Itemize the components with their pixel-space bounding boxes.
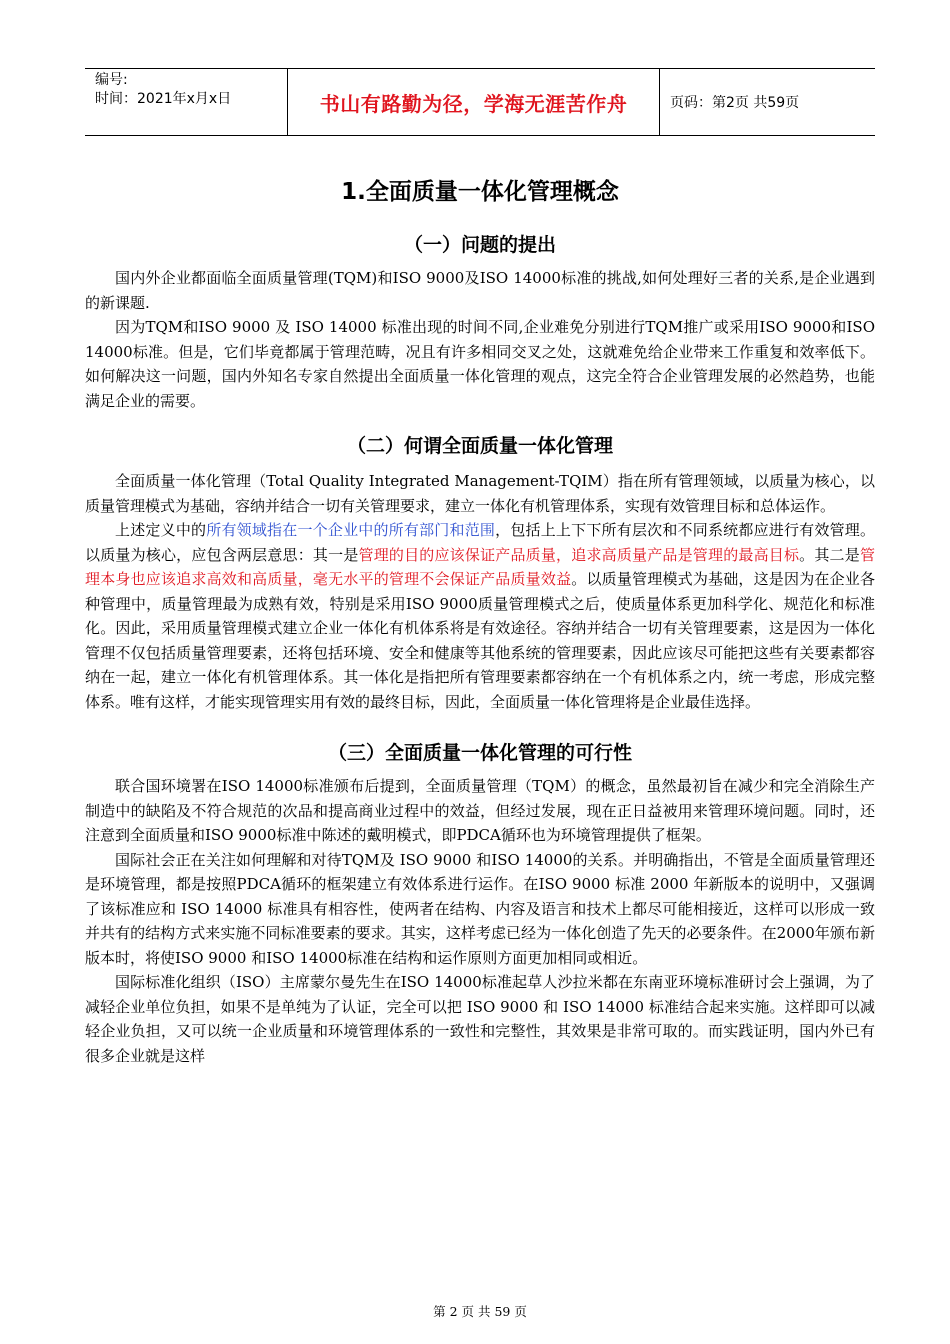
paragraph: 国内外企业都面临全面质量管理(TQM)和ISO 9000及ISO 14000标准的挑战,如何处理好三者的关系,是企业遇到的新课题. — [85, 269, 875, 312]
paragraph: 国际标准化组织（ISO）主席蒙尔曼先生在ISO 14000标准起草人沙拉米都在东南亚环境标准研讨会上强调，为了减轻企业单位负担，如果不是单纯为了认证，完全可以把 ISO 9000 和 ISO 14000 标准结合起来实施。这样即可以减轻企业负担，又可以统一企业质量和环境管理体系的一致性和完整性，其效果是非常可取的。而实践证明，国内外已有很多企业就是这样 — [85, 973, 875, 1065]
section-heading-1: （一）问题的提出 — [403, 234, 556, 256]
text-run: 。以质量管理模式为基础，这是因为在企业各种管理中，质量管理最为成熟有效，特别是采用ISO 9000质量管理模式之后，使质量体系更加科学化、规范化和标准化。因此，采用质量管理模式建立企业一体化有机体系将是有效途径。容纳并结合一切有关管理要素，这是因为一体化管理不仅包括质量管理要素，还将包括环境、安全和健康等其他系统的管理要素，因此应该尽可能把这些有关要素都容纳在一起，建立一体化有机管理体系。其一体化是指把所有管理要素都容纳在一个有机体系之内，统一考虑，形成完整体系。唯有这样，才能实现管理实用有效的最终目标，因此，全面质量一体化管理将是企业最佳选择。 — [85, 570, 875, 711]
section-heading-2: （二）何谓全面质量一体化管理 — [346, 435, 613, 457]
text-run: 上述定义中的 — [115, 521, 207, 539]
highlight-red: 管理的目的应该保证产品质量，追求高质量产品是管理的最高目标 — [358, 545, 800, 564]
highlight-red: 管理本身也应该追求高效和高质量，毫无水平的管理不会保证产品质量效益 — [85, 545, 875, 588]
page-header — [85, 68, 875, 136]
paragraph: 国际社会正在关注如何理解和对待TQM及 ISO 9000 和ISO 14000的关系。并明确指出，不管是全面质量管理还是环境管理，都是按照PDCA循环的框架建立有效体系进行运作。在ISO 9000 标准 2000 年新版本的说明中，又强调了该标准应和 ISO 14000 标准具有相容性，使两者在结构、内容及语言和技术上都尽可能相接近，这样可以形成一致并共有的结构方式来实施不同标准要素的要求。其实，这样考虑已经为一体化创造了先天的必要条件。在2000年颁布新版本时，将使ISO 9000 和ISO 14000标准在结构和运作原则方面更加相同或相近。 — [85, 850, 875, 967]
text-run: ，包括上上下下所有层次和不同系统都应进行有效管理。以质量为核心，应包含两层意思：其一是 — [85, 521, 875, 564]
document-body — [85, 172, 875, 1068]
text-run: 。其二是 — [799, 545, 860, 564]
section-heading-3: （三）全面质量一体化管理的可行性 — [327, 742, 632, 764]
paragraph: 因为TQM和ISO 9000 及 ISO 14000 标准出现的时间不同,企业难免分别进行TQM推广或采用ISO 9000和ISO 14000标准。但是，它们毕竟都属于管理范畴，况且有许多相同交叉之处，这就难免给企业带来工作重复和效率低下。如何解决这一问题，国内外知名专家自然提出全面质量一体化管理的观点，这完全符合企业管理发展的必然趋势，也能满足企业的需要。 — [85, 318, 875, 410]
date-label: 时间：2021年x月x日 — [95, 91, 232, 107]
paragraph — [85, 518, 875, 714]
paragraph: 全面质量一体化管理（Total Quality Integrated Management-TQIM）指在所有管理领域，以质量为核心，以质量管理模式为基础，容纳并结合一切有关管理要求，建立一体化有机管理体系，实现有效管理目标和总体运作。 — [85, 472, 875, 515]
paragraph: 联合国环境署在ISO 14000标准颁布后提到，全面质量管理（TQM）的概念，虽然最初旨在减少和完全消除生产制造中的缺陷及不符合规范的次品和提高商业过程中的效益，但经过发展，现在正日益被用来管理环境问题。同时，还注意到全面质量和ISO 9000标准中陈述的戴明模式，即PDCA循环也为环境管理提供了框架。 — [85, 777, 875, 844]
page-footer: 第 2 页 共 59 页 — [433, 1304, 527, 1319]
header-motto: 书山有路勤为径，学海无涯苦作舟 — [287, 69, 660, 135]
highlight-blue: 所有领域指在一个企业中的所有部门和范围 — [206, 521, 496, 539]
header-page-label: 页码：第2页 共59页 — [670, 95, 800, 111]
document-title: 1.全面质量一体化管理概念 — [341, 179, 619, 205]
number-label: 编号: — [95, 72, 128, 88]
header-meta — [85, 69, 287, 135]
